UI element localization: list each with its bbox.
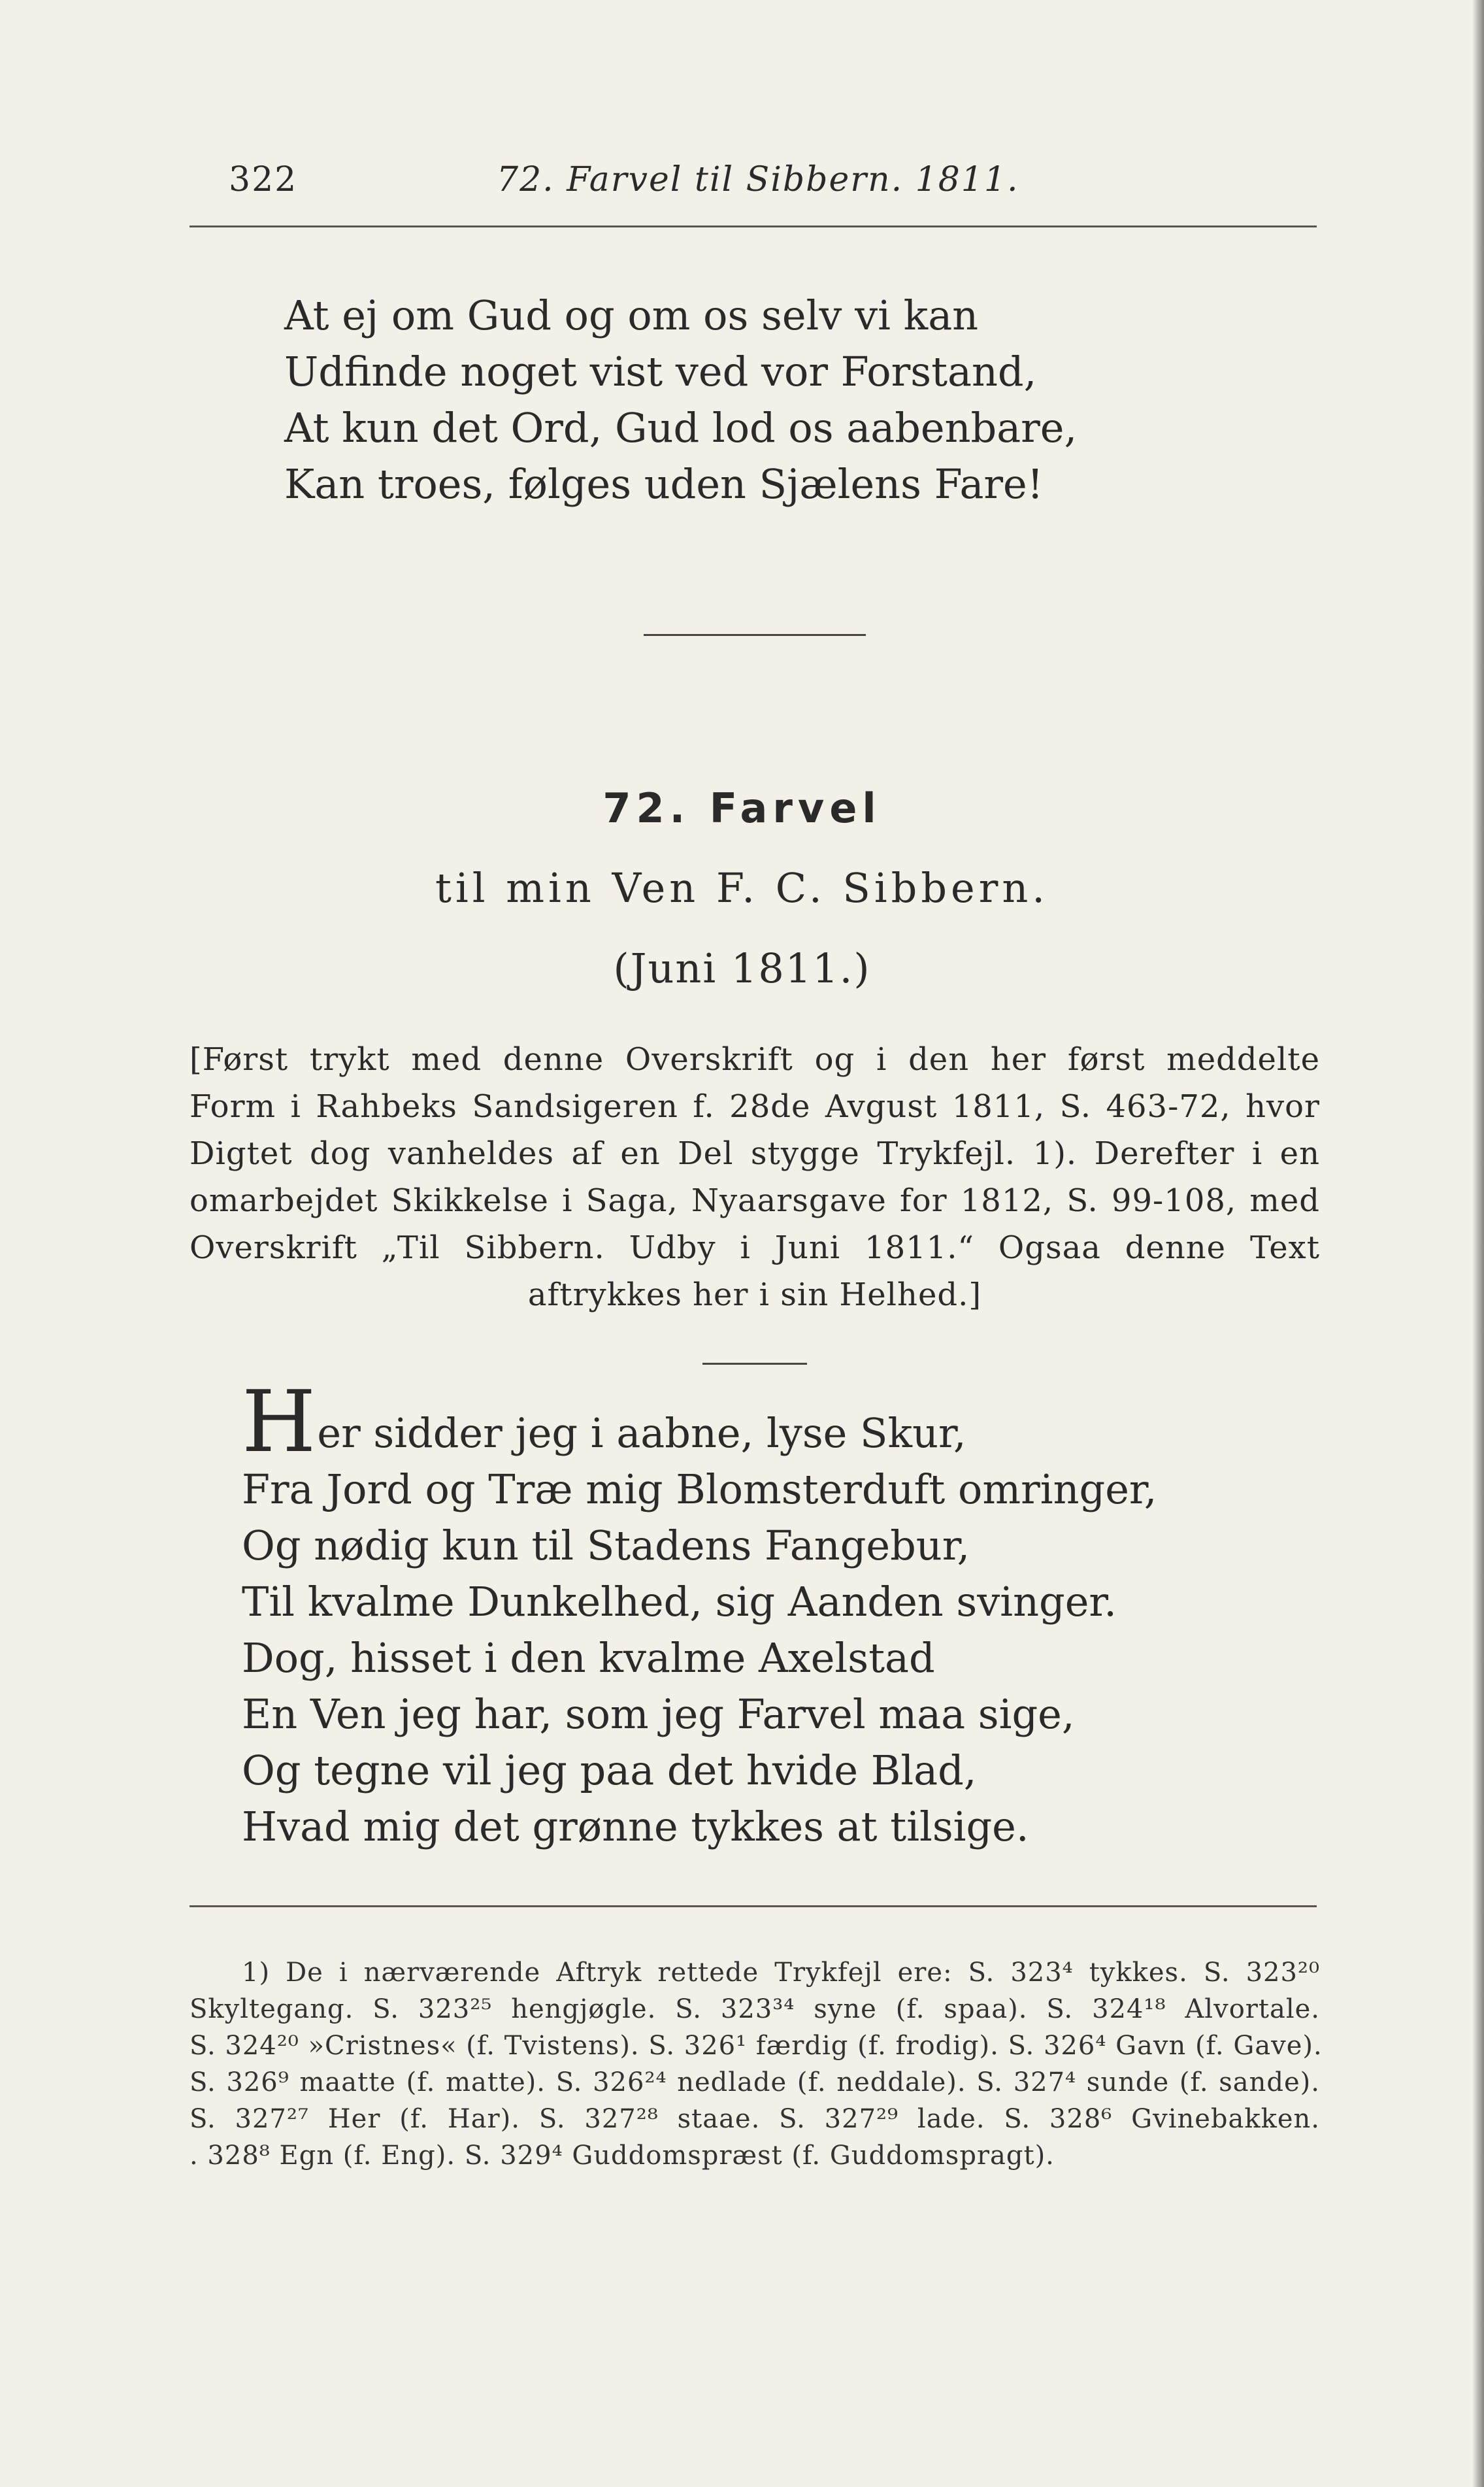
- stanza-line: At kun det Ord, Gud lod os aabenbare,: [284, 404, 1078, 452]
- footnote-line: Skyltegang. S. 323²⁵ hengjøgle. S. 323³⁴ syne (f. spaa). S. 324¹⁸ Alvortale.: [190, 1994, 1320, 2024]
- poem-line: Og nødig kun til Stadens Fangebur,: [242, 1522, 970, 1569]
- note-line: [Først trykt med denne Overskrift og i den her først meddelte: [190, 1041, 1320, 1078]
- note-line: aftrykkes her i sin Helhed.]: [527, 1277, 982, 1313]
- footnote-line: S. 327²⁷ Her (f. Har). S. 327²⁸ staae. S. 327²⁹ lade. S. 328⁶ Gvinebakken.: [190, 2104, 1320, 2134]
- note-line: Digtet dog vanheldes af en Del stygge Trykfejl. 1). Derefter i en: [190, 1135, 1320, 1172]
- footnote-line: 1) De i nærværende Aftryk rettede Trykfejl ere: S. 323⁴ tykkes. S. 323²⁰: [242, 1958, 1320, 1988]
- poem-line: Dog, hisset i den kvalme Axelstad: [242, 1634, 935, 1682]
- poem-title: 72. Farvel: [602, 784, 882, 832]
- poem-line: Og tegne vil jeg paa det hvide Blad,: [242, 1746, 977, 1794]
- note-line: Form i Rahbeks Sandsigeren f. 28de Avgust 1811, S. 463-72, hvor: [190, 1088, 1320, 1125]
- poem-line-first: [242, 1372, 1157, 1471]
- page-edge-shadow: [1472, 0, 1484, 2487]
- note-line: omarbejdet Skikkelse i Saga, Nyaarsgave for 1812, S. 99-108, med: [190, 1182, 1320, 1219]
- stanza-line: Udfinde noget vist ved vor Forstand,: [284, 348, 1037, 395]
- footnote-line: . 328⁸ Egn (f. Eng). S. 329⁴ Guddomspræst (f. Guddomspragt).: [190, 2141, 1055, 2171]
- poem-date: (Juni 1811.): [613, 944, 871, 992]
- poem-line: Fra Jord og Træ mig Blomsterduft omringer,: [242, 1465, 1157, 1513]
- note-divider: [702, 1363, 807, 1365]
- editorial-note: [190, 1036, 1320, 1318]
- footnote-line: S. 326⁹ maatte (f. matte). S. 326²⁴ nedlade (f. neddale). S. 327⁴ sunde (f. sande).: [190, 2067, 1320, 2097]
- poem-body: [242, 1372, 1157, 1855]
- poem-subtitle: til min Ven F. C. Sibbern.: [435, 864, 1049, 912]
- page-header: [229, 160, 1313, 212]
- note-line: Overskrift „Til Sibbern. Udby i Juni 1811.“ Ogsaa denne Text: [190, 1229, 1320, 1266]
- stanza-line: Kan troes, følges uden Sjælens Fare!: [284, 460, 1044, 508]
- poem-line: Hvad mig det grønne tykkes at tilsige.: [242, 1803, 1029, 1850]
- header-rule: [190, 225, 1317, 227]
- page-number: 322: [229, 160, 298, 199]
- footnotes: [190, 1954, 1323, 2174]
- drop-cap: H: [242, 1372, 316, 1471]
- stanza-line: At ej om Gud og om os selv vi kan: [284, 292, 979, 339]
- footnote-rule: [190, 1905, 1317, 1907]
- closing-stanza: [284, 288, 1077, 512]
- footnote-line: S. 324²⁰ »Cristnes« (f. Tvistens). S. 326¹ færdig (f. frodig). S. 326⁴ Gavn (f. Gave).: [190, 2031, 1323, 2061]
- poem-line: Til kvalme Dunkelhed, sig Aanden svinger.: [242, 1578, 1117, 1626]
- section-divider: [644, 634, 866, 636]
- poem-line: En Ven jeg har, som jeg Farvel maa sige,: [242, 1690, 1075, 1738]
- running-head: 72. Farvel til Sibbern. 1811.: [497, 160, 1019, 199]
- poem-line-text: er sidder jeg i aabne, lyse Skur,: [317, 1409, 966, 1457]
